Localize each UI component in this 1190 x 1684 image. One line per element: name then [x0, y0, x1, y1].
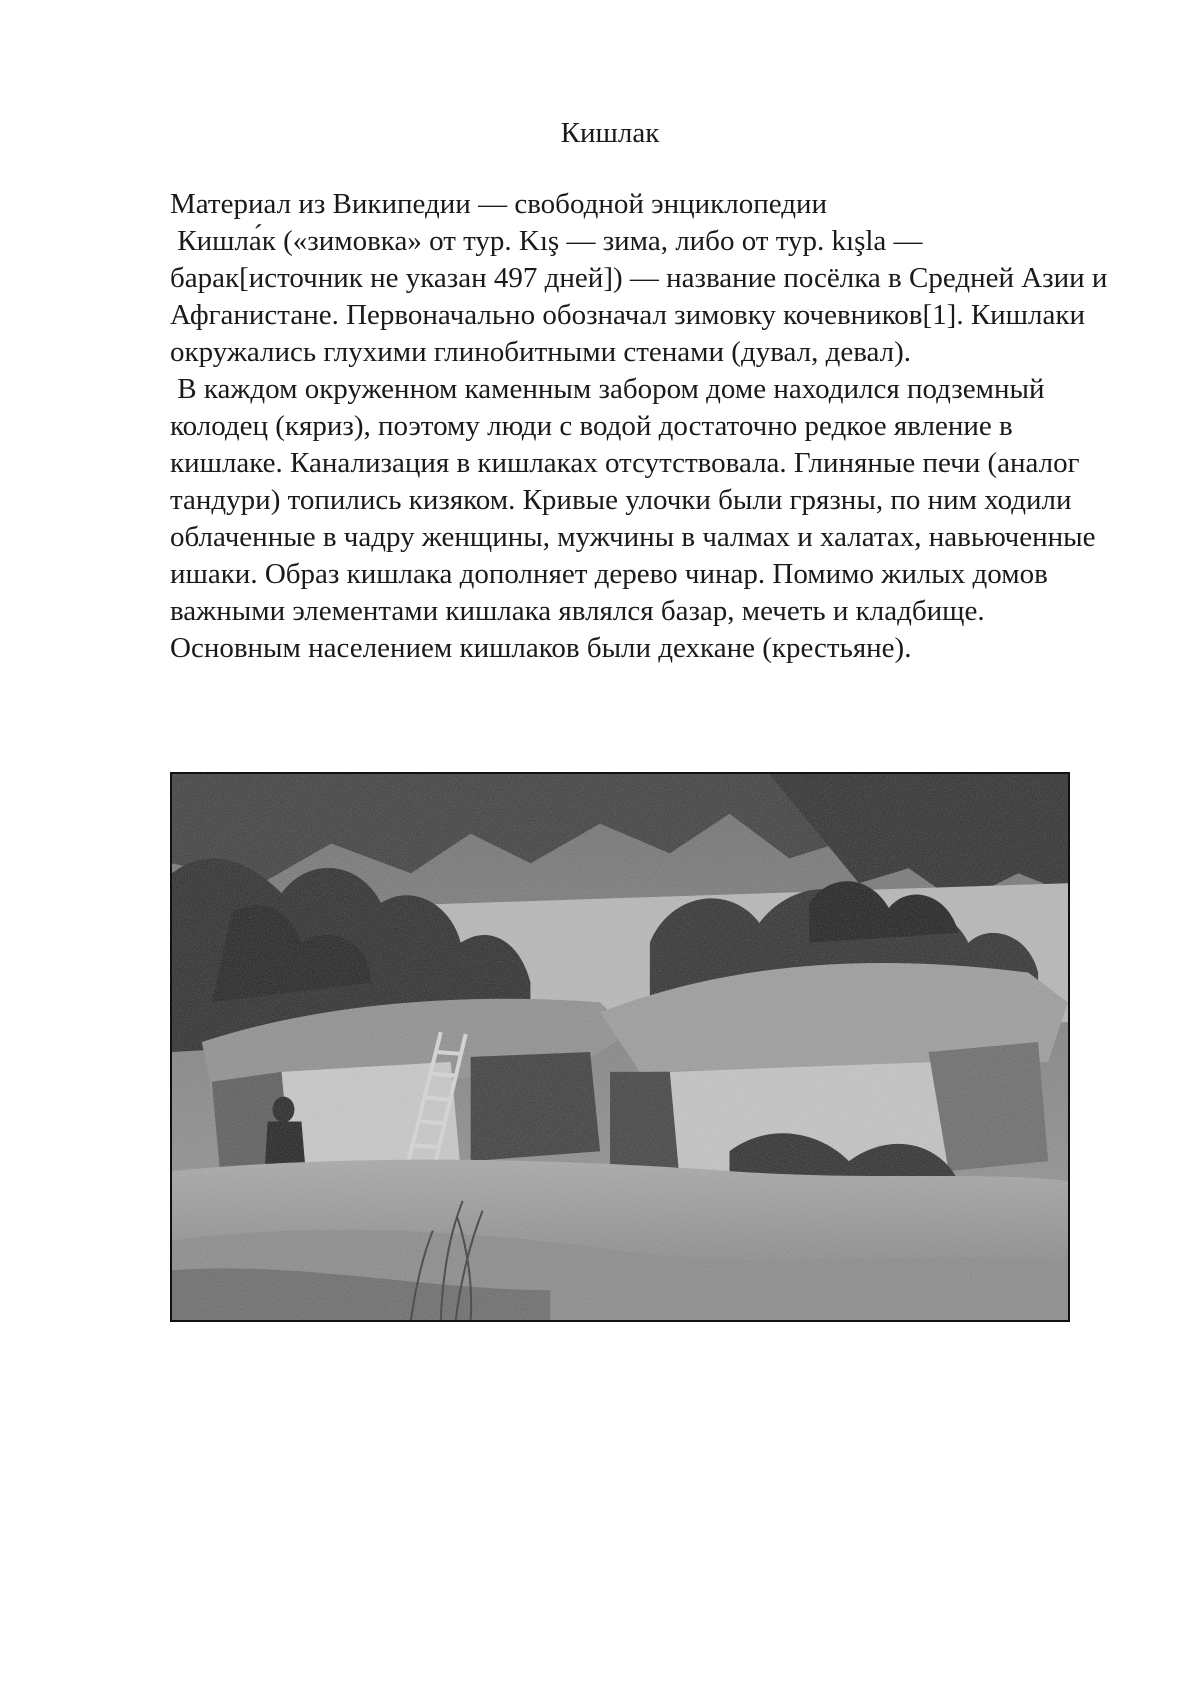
source-line: Материал из Википедии — свободной энциклопедии: [170, 188, 828, 220]
article-body: [170, 186, 1120, 667]
paragraph-definition: Кишла́к («зимовка» от тур. Kış — зима, либо от тур. kışla — барак[источник не указан 497 дней]) — название посёлка в Средней Азии и Афганистане. Первоначально обозначал зимовку кочевников[1]. Кишлаки окружались глухими глинобитными стенами (дувал, девал).: [170, 225, 1115, 368]
paragraph-description: В каждом окруженном каменным забором доме находился подземный колодец (кяриз), поэтому люди с водой достаточно редкое явление в кишлаке. Канализация в кишлаках отсутствовала. Глиняные печи (аналог тандури) топились кизяком. Кривые улочки были грязны, по ним ходили облаченные в чадру женщины, мужчины в чалмах и халатах, навьюченные ишаки. Образ кишлака дополняет дерево чинар. Помимо жилых домов важными элементами кишлака являлся базар, мечеть и кладбище. Основным населением кишлаков были дехкане (крестьяне).: [170, 373, 1103, 664]
page-title: Кишлак: [560, 117, 660, 149]
village-photo-icon: [172, 774, 1068, 1320]
village-photo: [170, 772, 1070, 1322]
